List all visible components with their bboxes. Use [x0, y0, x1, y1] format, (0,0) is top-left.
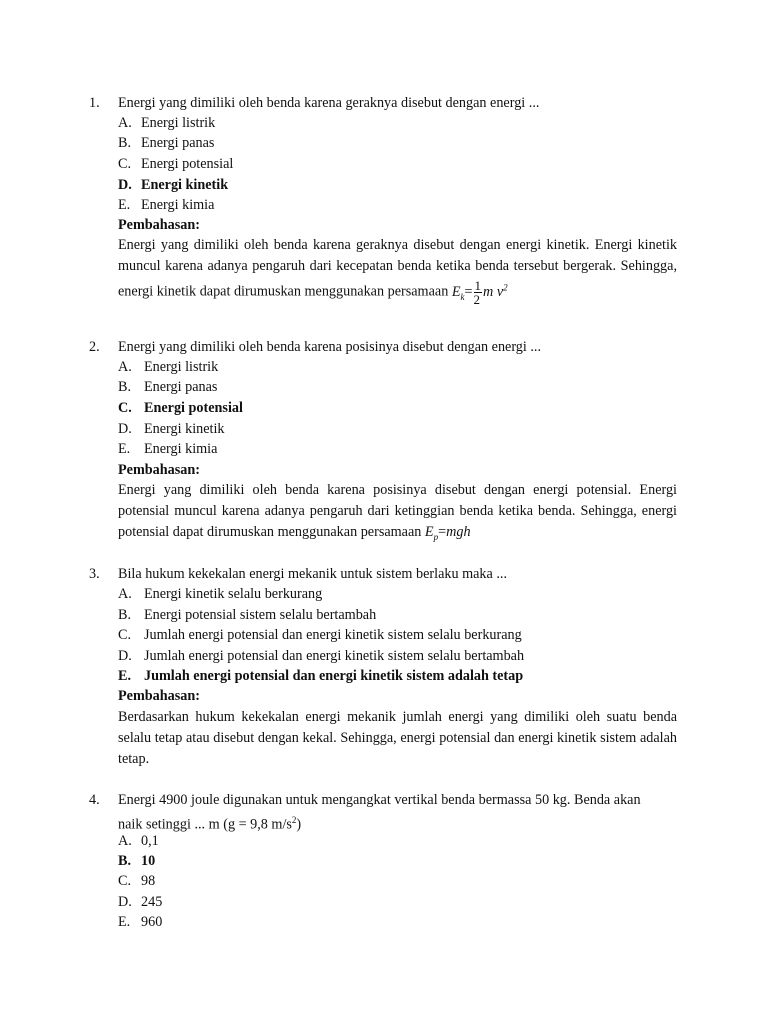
- option-text: Energi potensial: [141, 156, 234, 172]
- option-b-correct: [118, 851, 155, 871]
- option-text: Energi kinetik: [141, 177, 229, 193]
- option-letter: D.: [118, 894, 132, 910]
- option-text: Jumlah energi potensial dan energi kinetik sistem adalah tetap: [144, 668, 524, 684]
- option-letter: A.: [118, 359, 132, 375]
- option-b: [118, 133, 214, 153]
- option-text: Energi kinetik selalu berkurang: [144, 586, 323, 602]
- option-text: Energi kinetik: [144, 421, 225, 437]
- discussion-text: [118, 480, 677, 548]
- option-c: [118, 871, 155, 891]
- option-a: [118, 113, 215, 133]
- option-letter: B.: [118, 607, 132, 623]
- option-letter: B.: [118, 853, 132, 869]
- option-c: [118, 154, 233, 174]
- option-letter: A.: [118, 115, 132, 131]
- option-letter: E.: [118, 914, 131, 930]
- question-number: 3.: [89, 566, 100, 582]
- option-text: Energi panas: [144, 379, 218, 395]
- option-letter: C.: [118, 156, 132, 172]
- option-text: Energi kimia: [141, 197, 215, 213]
- option-e: [118, 912, 162, 932]
- option-text: Energi listrik: [144, 359, 219, 375]
- option-a: [118, 357, 218, 377]
- option-text: 10: [141, 853, 156, 869]
- question-text: Energi yang dimiliki oleh benda karena geraknya disebut dengan energi ...: [118, 95, 540, 111]
- option-letter: E.: [118, 668, 132, 684]
- question-text: Energi yang dimiliki oleh benda karena posisinya disebut dengan energi ...: [118, 339, 542, 355]
- option-a: [118, 584, 322, 604]
- option-letter: E.: [118, 197, 131, 213]
- discussion-label: Pembahasan:: [118, 688, 200, 704]
- kinetic-energy-formula: $E_k=$ $\frac{1}{2}$ m $v^2$: [451, 277, 508, 307]
- option-text: 98: [141, 873, 156, 889]
- discussion-body: Energi yang dimiliki oleh benda karena posisinya disebut dengan energi potensial. Energi potensial muncul karena adanya pengaruh dari ketinggian benda ketika benda. Sehingga, energi potensial dapat dirumuskan menggunakan persamaan: [118, 482, 677, 540]
- discussion-label: Pembahasan:: [118, 217, 200, 233]
- option-letter: A.: [118, 586, 132, 602]
- option-letter: A.: [118, 833, 132, 849]
- question-text-line-1: Energi 4900 joule digunakan untuk mengangkat vertikal benda bermassa 50 kg. Benda akan: [118, 792, 641, 808]
- question-number: 1.: [89, 95, 100, 111]
- option-d-correct: [118, 175, 228, 195]
- question-number: 2.: [89, 339, 100, 355]
- option-text: Energi panas: [141, 135, 215, 151]
- option-text: 0,1: [141, 833, 159, 849]
- option-b: [118, 377, 217, 397]
- option-letter: D.: [118, 421, 132, 437]
- option-letter: D.: [118, 648, 132, 664]
- option-d: [118, 892, 162, 912]
- question-text-line-2: naik setinggi ... m (g = 9,8 $m/s^2$): [118, 815, 302, 833]
- option-e: [118, 439, 217, 459]
- option-letter: C.: [118, 400, 132, 416]
- option-letter: C.: [118, 627, 132, 643]
- option-text: 960: [141, 914, 163, 930]
- option-text: Energi listrik: [141, 115, 216, 131]
- option-b: [118, 605, 376, 625]
- option-text: 245: [141, 894, 163, 910]
- option-d: [118, 646, 524, 666]
- discussion-body: Energi yang dimiliki oleh benda karena geraknya disebut dengan energi kinetik. Energi kinetik muncul karena adanya pengaruh dari kecepatan benda ketika benda tersebut bergerak. Sehingga, energi kinetik dapat dirumuskan menggunakan persamaan: [118, 237, 677, 300]
- option-letter: C.: [118, 873, 132, 889]
- discussion-text: Berdasarkan hukum kekekalan energi mekanik jumlah energi yang dimiliki oleh suatu benda selalu tetap atau disebut dengan kekal. Sehingga, energi potensial dan energi kinetik sistem adalah tetap.: [118, 709, 677, 767]
- option-d: [118, 419, 225, 439]
- option-letter: B.: [118, 135, 132, 151]
- option-e: [118, 195, 214, 215]
- discussion-label: Pembahasan:: [118, 462, 200, 478]
- option-text: Jumlah energi potensial dan energi kinetik sistem selalu bertambah: [144, 648, 525, 664]
- option-text: Energi potensial: [144, 400, 243, 416]
- question-number: 4.: [89, 792, 100, 808]
- option-letter: B.: [118, 379, 132, 395]
- option-c-correct: [118, 398, 243, 418]
- option-c: [118, 625, 522, 645]
- question-text: Bila hukum kekekalan energi mekanik untuk sistem berlaku maka ...: [118, 566, 508, 582]
- option-text: Energi potensial sistem selalu bertambah: [144, 607, 377, 623]
- option-text: Energi kimia: [144, 441, 218, 457]
- potential-energy-formula: $E_p=mgh$: [424, 524, 471, 542]
- option-letter: E.: [118, 441, 131, 457]
- option-a: [118, 831, 159, 851]
- option-text: Jumlah energi potensial dan energi kinetik sistem selalu berkurang: [144, 627, 522, 643]
- option-e-correct: [118, 666, 523, 686]
- option-letter: D.: [118, 177, 132, 193]
- discussion-text: [118, 235, 677, 308]
